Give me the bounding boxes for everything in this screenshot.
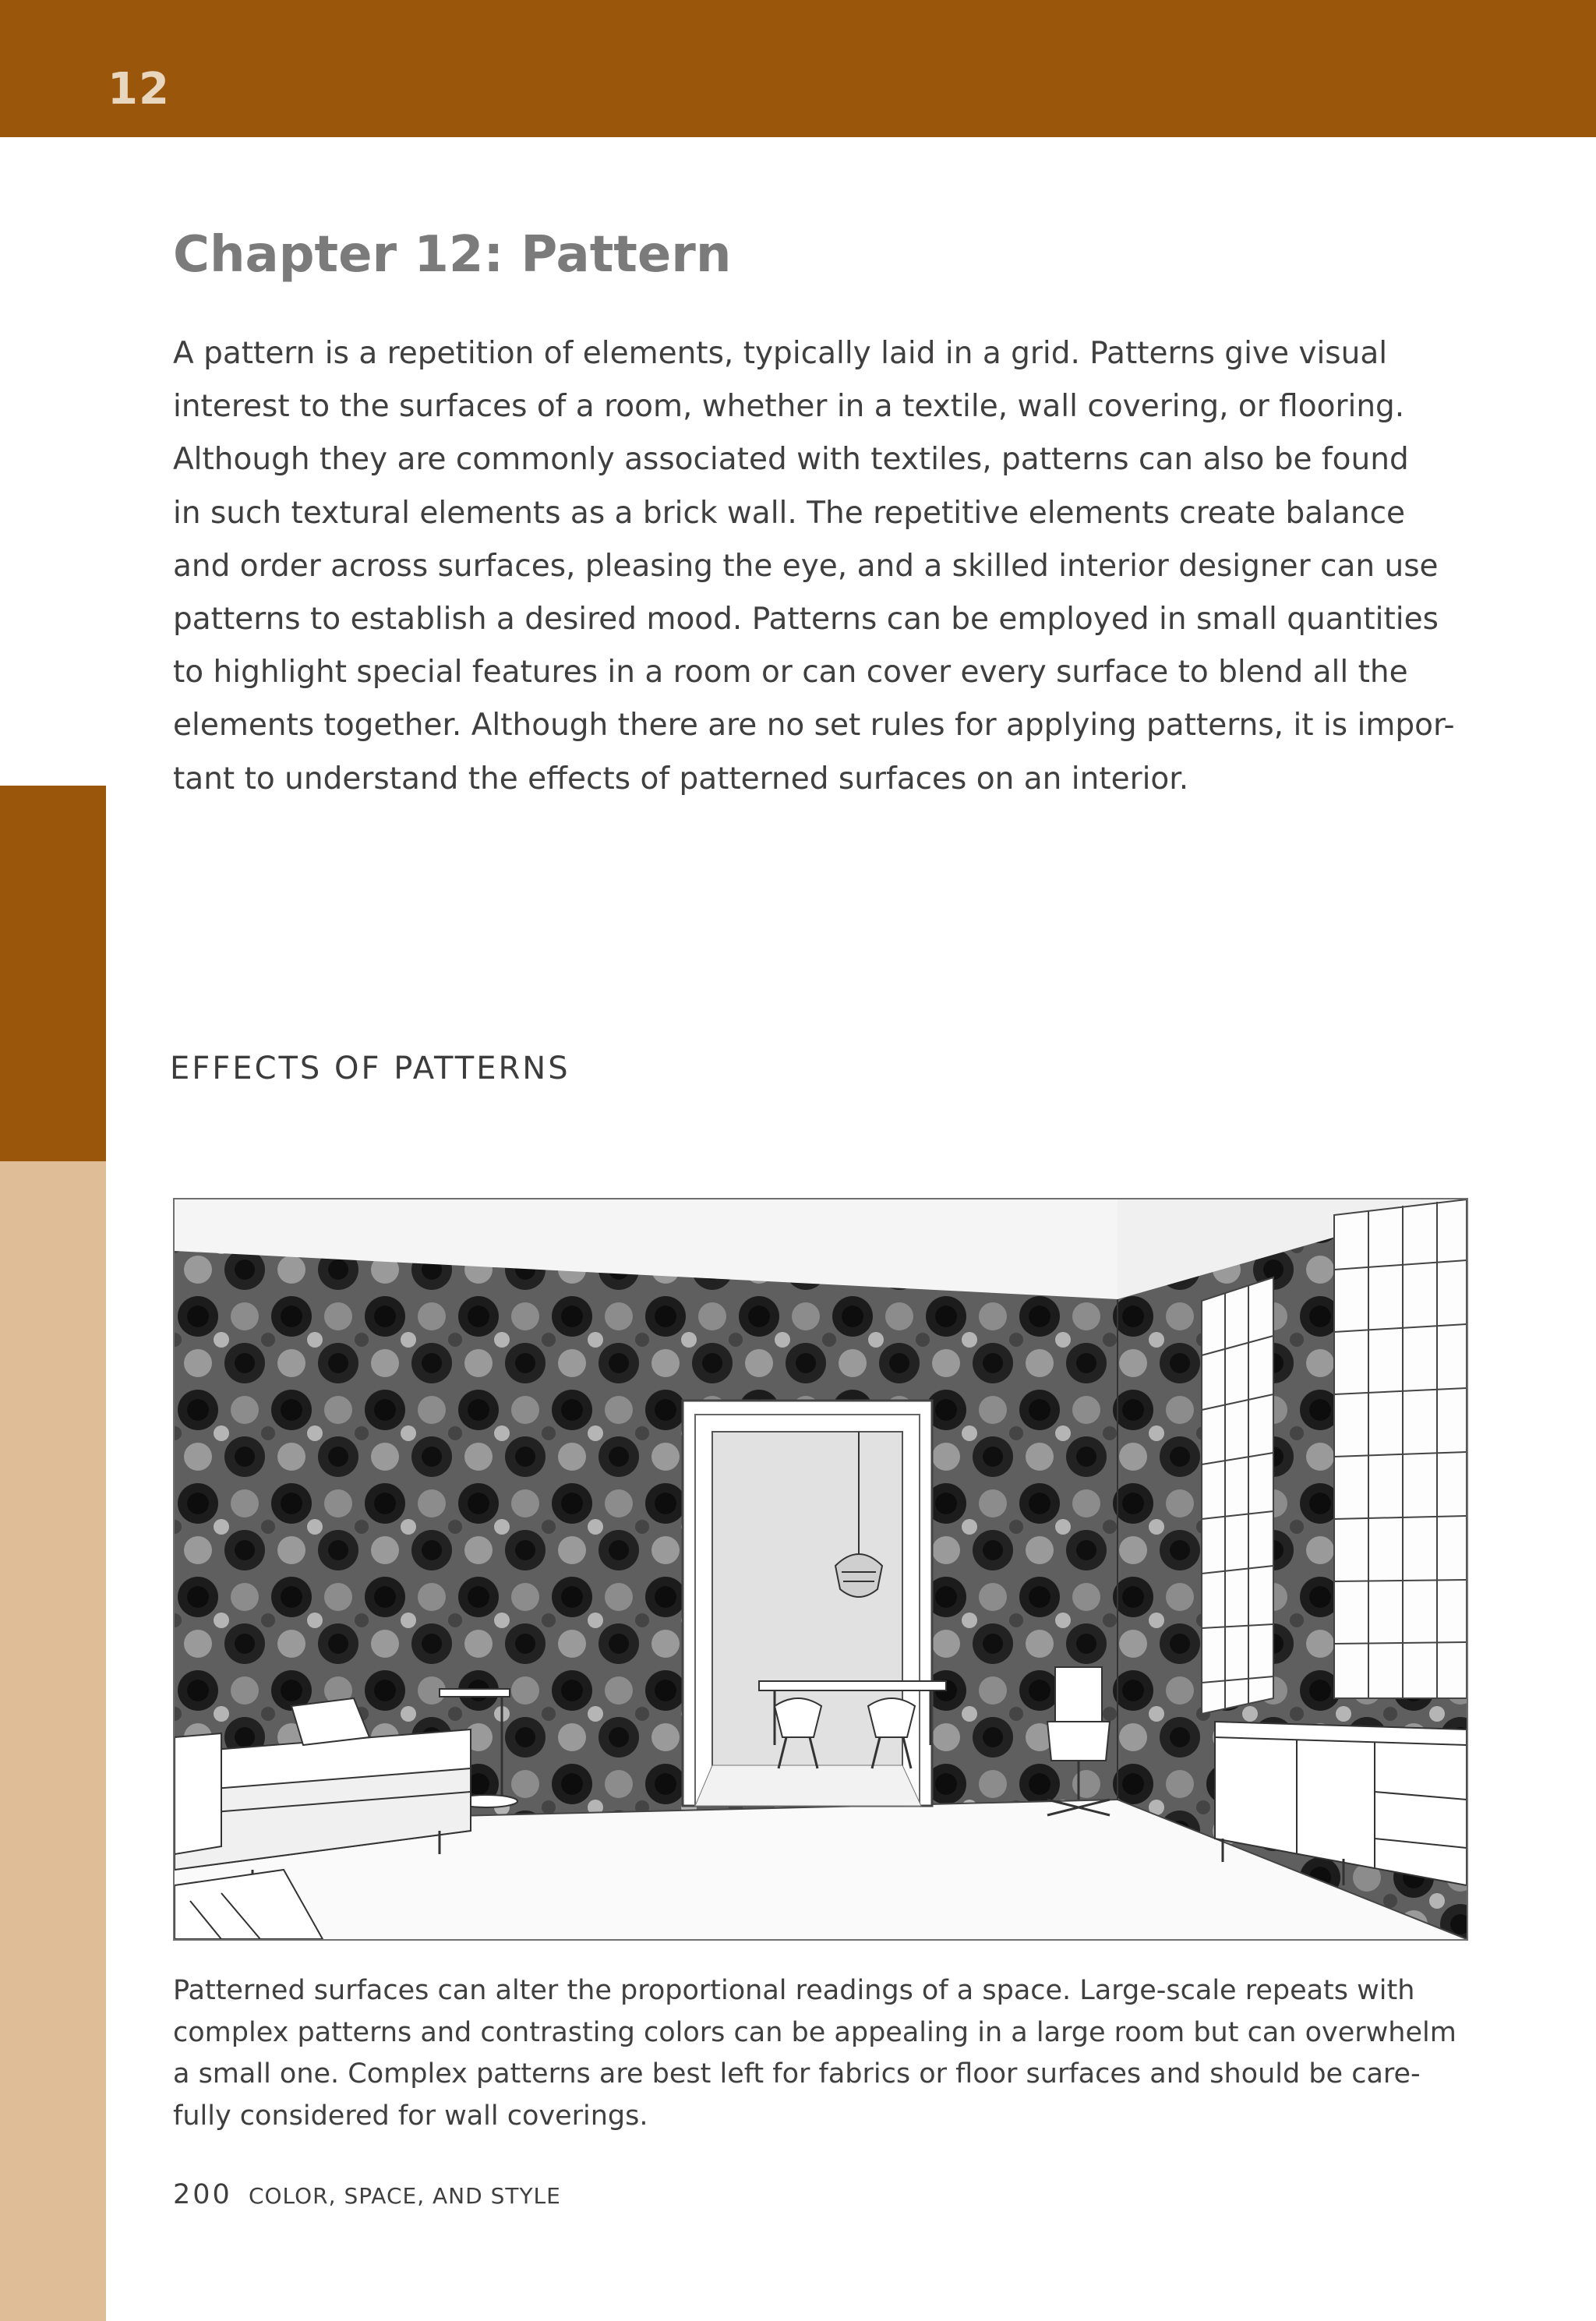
window-left [1202, 1277, 1273, 1714]
intro-line: tant to understand the effects of patterned surfaces on an interior. [173, 761, 1189, 797]
section-heading: EFFECTS OF PATTERNS [170, 1051, 570, 1086]
intro-line: to highlight special features in a room or can cover every surface to blend all the [173, 655, 1408, 691]
intro-line: and order across surfaces, pleasing the eye, and a skilled interior designer can use [173, 548, 1439, 584]
intro-line: A pattern is a repetition of elements, typically laid in a grid. Patterns give visual [173, 336, 1388, 371]
side-tab-dark [0, 786, 106, 1161]
page-footer [173, 2179, 561, 2210]
room-illustration [173, 1198, 1468, 1941]
intro-line: in such textural elements as a brick wall. The repetitive elements create balance [173, 495, 1406, 531]
caption-line: complex patterns and contrasting colors can be appealing in a large room but can overwhelm [173, 2016, 1457, 2048]
intro-line: interest to the surfaces of a room, whether in a textile, wall covering, or flooring. [173, 389, 1405, 425]
page-number: 200 [173, 2179, 232, 2210]
caption-line: fully considered for wall coverings. [173, 2100, 648, 2132]
intro-paragraph [173, 327, 1470, 806]
intro-line: patterns to establish a desired mood. Patterns can be employed in small quantities [173, 602, 1439, 638]
chapter-title: Chapter 12: Pattern [173, 226, 732, 284]
figure-caption [173, 1970, 1470, 2137]
caption-line: Patterned surfaces can alter the proportional readings of a space. Large-scale repeats with [173, 1975, 1415, 2006]
intro-line: elements together. Although there are no set rules for applying patterns, it is impor- [173, 708, 1455, 744]
intro-line: Although they are commonly associated with textiles, patterns can also be found [173, 442, 1409, 478]
chapter-number: 12 [108, 64, 170, 115]
window-right [1334, 1199, 1467, 1698]
caption-line: a small one. Complex patterns are best left for fabrics or floor surfaces and should be care- [173, 2058, 1421, 2090]
running-head: COLOR, SPACE, AND STYLE [248, 2183, 561, 2209]
chapter-header-band [0, 0, 1596, 137]
